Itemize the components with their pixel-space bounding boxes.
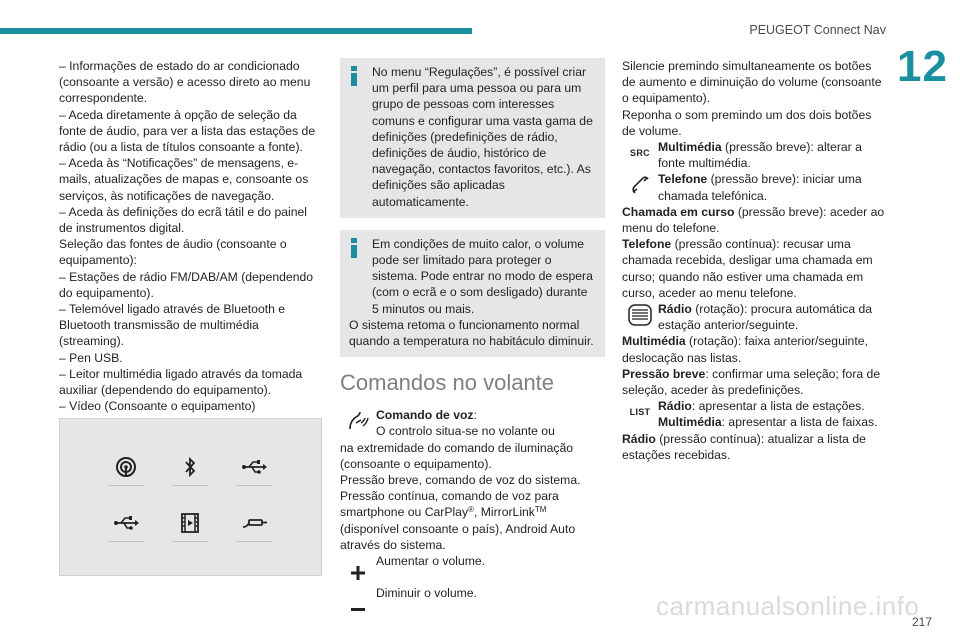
text-line: Pressão breve: confirmar uma seleção; fora de seleção, aceder às predefinições. — [622, 366, 881, 398]
radio-text: (rotação): procura automática da estação anterior/seguinte. — [658, 302, 873, 333]
thumbwheel-icon — [622, 301, 658, 329]
text-line: – Leitor multimédia ligado através da tomada auxiliar (dependendo do equipamento). — [59, 366, 303, 398]
text-line: – Aceda às “Notificações” de mensagens, e-mails, atualizações de mapas e, consoante os serviços, às notificações de navegação. — [59, 156, 309, 203]
audio-source-icons-panel — [59, 418, 322, 576]
column-right — [622, 58, 887, 463]
voice-command-icon — [340, 407, 376, 435]
column-left — [59, 58, 321, 414]
section-title: Comandos no volante — [340, 370, 555, 396]
text-line: – Aceda às definições do ecrã tátil e do painel de instrumentos digital. — [59, 204, 307, 236]
radio-icon[interactable] — [108, 449, 144, 486]
text-span: O controlo situa-se no volante ou — [376, 424, 555, 439]
voice-command-row — [340, 407, 605, 439]
bluetooth-icon[interactable] — [172, 449, 208, 486]
text-line: Pressão contínua, comando de voz para smartphone ou CarPlay®, MirrorLink™ — [340, 489, 559, 520]
text-line: Telefone (pressão contínua): recusar uma chamada recebida, desligar uma chamada em curso; quando não estiver uma chamada em curso, aceder ao menu telefone. — [622, 237, 873, 300]
chapter-number: 12 — [897, 42, 948, 91]
text-line: Pressão breve, comando de voz do sistema. — [340, 473, 581, 488]
aux-jack-icon[interactable] — [236, 505, 272, 542]
list-radio-text: : apresentar a lista de estações. — [691, 399, 865, 414]
src-button-label: SRC — [630, 147, 650, 158]
info-icon — [350, 66, 358, 86]
column-middle — [340, 58, 605, 613]
text-line: Chamada em curso (pressão breve): aceder ao menu do telefone. — [622, 204, 885, 236]
src-bold: Multimédia — [658, 140, 722, 155]
phone-button-row — [622, 171, 887, 203]
text-line: Seleção das fontes de áudio (consoante o equipamento): — [59, 237, 287, 268]
phone-text: (pressão breve): iniciar uma chamada telefónica. — [658, 172, 862, 203]
watermark-text: carmanualsonline.info — [656, 591, 920, 621]
text-line: na extremidade do comando de iluminação (consoante o equipamento). — [340, 440, 574, 471]
text-line: – Telemóvel ligado através de Bluetooth e Bluetooth transmissão de multimédia (streaming). — [59, 302, 286, 349]
text-line: – Vídeo (Consoante o equipamento) — [59, 399, 256, 414]
info-note — [340, 230, 605, 357]
info-note — [340, 58, 605, 218]
radio-bold: Rádio — [658, 302, 692, 317]
volume-down-row — [340, 585, 605, 613]
minus-icon — [340, 585, 376, 613]
phone-bold: Telefone — [658, 172, 708, 187]
text-line: – Informações de estado do ar condicionado (consoante a versão) e acesso direto ao menu correspondente. — [59, 59, 311, 106]
page-number: 217 — [911, 615, 932, 629]
text-line: Silencie premindo simultaneamente os botões de aumento e diminuição do volume (consoante o equipamento). — [622, 59, 882, 106]
volume-down-text: Diminuir o volume. — [376, 586, 477, 601]
text-line: (disponível consoante o país), Android Auto através do sistema. — [340, 521, 576, 552]
src-button-row — [622, 139, 887, 171]
list-mm-bold: Multimédia — [658, 415, 722, 430]
thumbwheel-row — [622, 301, 887, 333]
text-line: Reponha o som premindo um dos dois botões de volume. — [622, 107, 872, 138]
usb-icon[interactable] — [108, 505, 144, 542]
text-line: – Estações de rádio FM/DAB/AM (dependendo do equipamento). — [59, 269, 314, 300]
list-button-label: LIST — [629, 407, 651, 418]
src-text: (pressão breve): alterar a fonte multimédia. — [658, 140, 862, 171]
text-line: Multimédia (rotação): faixa anterior/seguinte, deslocação nas listas. — [622, 334, 868, 365]
text-line: – Pen USB. — [59, 350, 123, 365]
plus-icon — [340, 553, 376, 581]
volume-up-text: Aumentar o volume. — [376, 554, 486, 569]
list-button-row — [622, 398, 887, 430]
phone-icon — [622, 171, 658, 199]
usb-icon[interactable] — [236, 449, 272, 486]
volume-up-row — [340, 553, 605, 581]
text-span: : — [473, 408, 477, 423]
note-text: Em condições de muito calor, o volume pode ser limitado para proteger o sistema. Pode entrar no modo de espera (com o ecrã e o som desligado) durante 5 minutos ou mais. — [372, 236, 593, 316]
list-radio-bold: Rádio — [658, 399, 692, 414]
list-mm-text: : apresentar a lista de faixas. — [721, 415, 878, 430]
note-text: No menu “Regulações”, é possível criar um perfil para uma pessoa ou para um grupo de pessoas com interesses comuns e configurar uma vasta gama de definições (predefinições de rádio, definições de áudio, histórico de navegação, contactos favoritos, etc.). As definições são aplicadas automaticamente. — [372, 65, 593, 209]
page-header-title: PEUGEOT Connect Nav — [749, 23, 886, 37]
note-text: O sistema retoma o funcionamento normal quando a temperatura no habitáculo diminuir. — [349, 317, 594, 349]
info-icon — [350, 238, 358, 258]
text-line: – Aceda diretamente à opção de seleção da fonte de áudio, para ver a lista das estações de rádio (ou a lista de títulos consoante a fonte). — [59, 107, 316, 155]
text-line: Rádio (pressão contínua): atualizar a lista de estações recebidas. — [622, 431, 866, 462]
header-accent-bar — [0, 28, 472, 34]
video-icon[interactable] — [172, 505, 208, 542]
voice-command-label: Comando de voz — [376, 408, 474, 423]
